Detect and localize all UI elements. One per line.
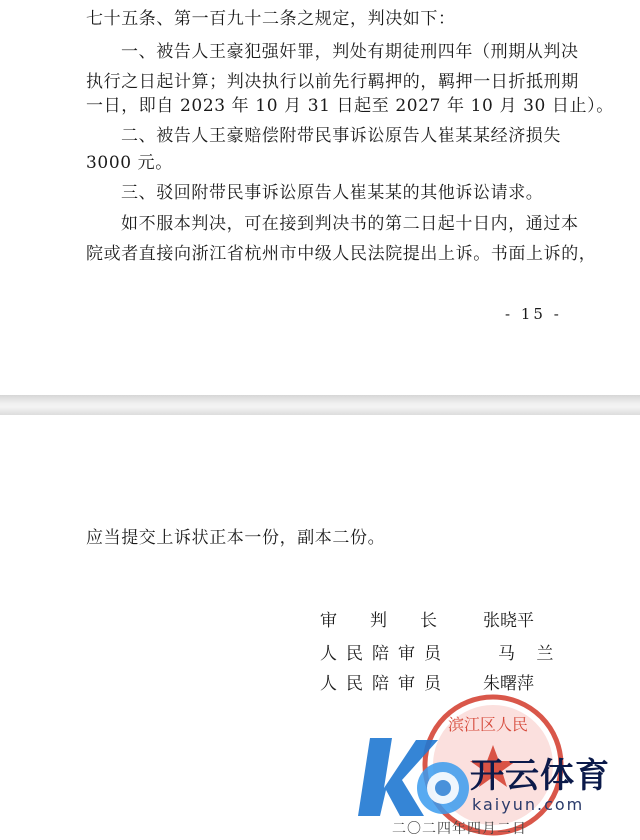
document-page-top: [0, 0, 640, 395]
seal-text: 滨江区人民: [448, 715, 529, 734]
signature-role: 人民陪审员: [320, 674, 450, 694]
text-line: 三、驳回附带民事诉讼原告人崔某某的其他诉讼请求。: [121, 183, 544, 203]
signature-role: 审判长: [320, 611, 470, 631]
text-line: 3000 元。: [86, 153, 173, 173]
watermark-url: kaiyun.com: [472, 795, 585, 814]
text-line: 一、被告人王豪犯强奸罪，判处有期徒刑四年（刑期从判决: [121, 42, 579, 62]
watermark-brand: 开云体育: [470, 756, 610, 796]
signature-name: 朱曙萍: [483, 674, 534, 694]
text-line: 二、被告人王豪赔偿附带民事诉讼原告人崔某某经济损失: [121, 126, 561, 146]
text-line: 应当提交上诉状正本一份，副本二份。: [86, 528, 386, 548]
page-divider: [0, 395, 640, 415]
text-line: 如不服本判决，可在接到判决书的第二日起十日内，通过本: [121, 214, 579, 234]
text-line: 七十五条、第一百九十二条之规定，判决如下：: [86, 9, 456, 29]
text-line: 院或者直接向浙江省杭州市中级人民法院提出上诉。书面上诉的，: [86, 244, 597, 264]
page-number: - 15 -: [505, 305, 562, 323]
signature-name: 马 兰: [498, 644, 562, 664]
signature-name: 张晓平: [483, 611, 534, 631]
text-line: 一日，即自 2023 年 10 月 31 日起至 2027 年 10 月 30 日止）。: [86, 96, 614, 116]
signature-role: 人民陪审员: [320, 644, 450, 664]
judgment-date: 二〇二四年四月二日: [392, 821, 527, 837]
text-line: 执行之日起计算；判决执行以前先行羁押的，羁押一日折抵刑期: [86, 72, 579, 92]
